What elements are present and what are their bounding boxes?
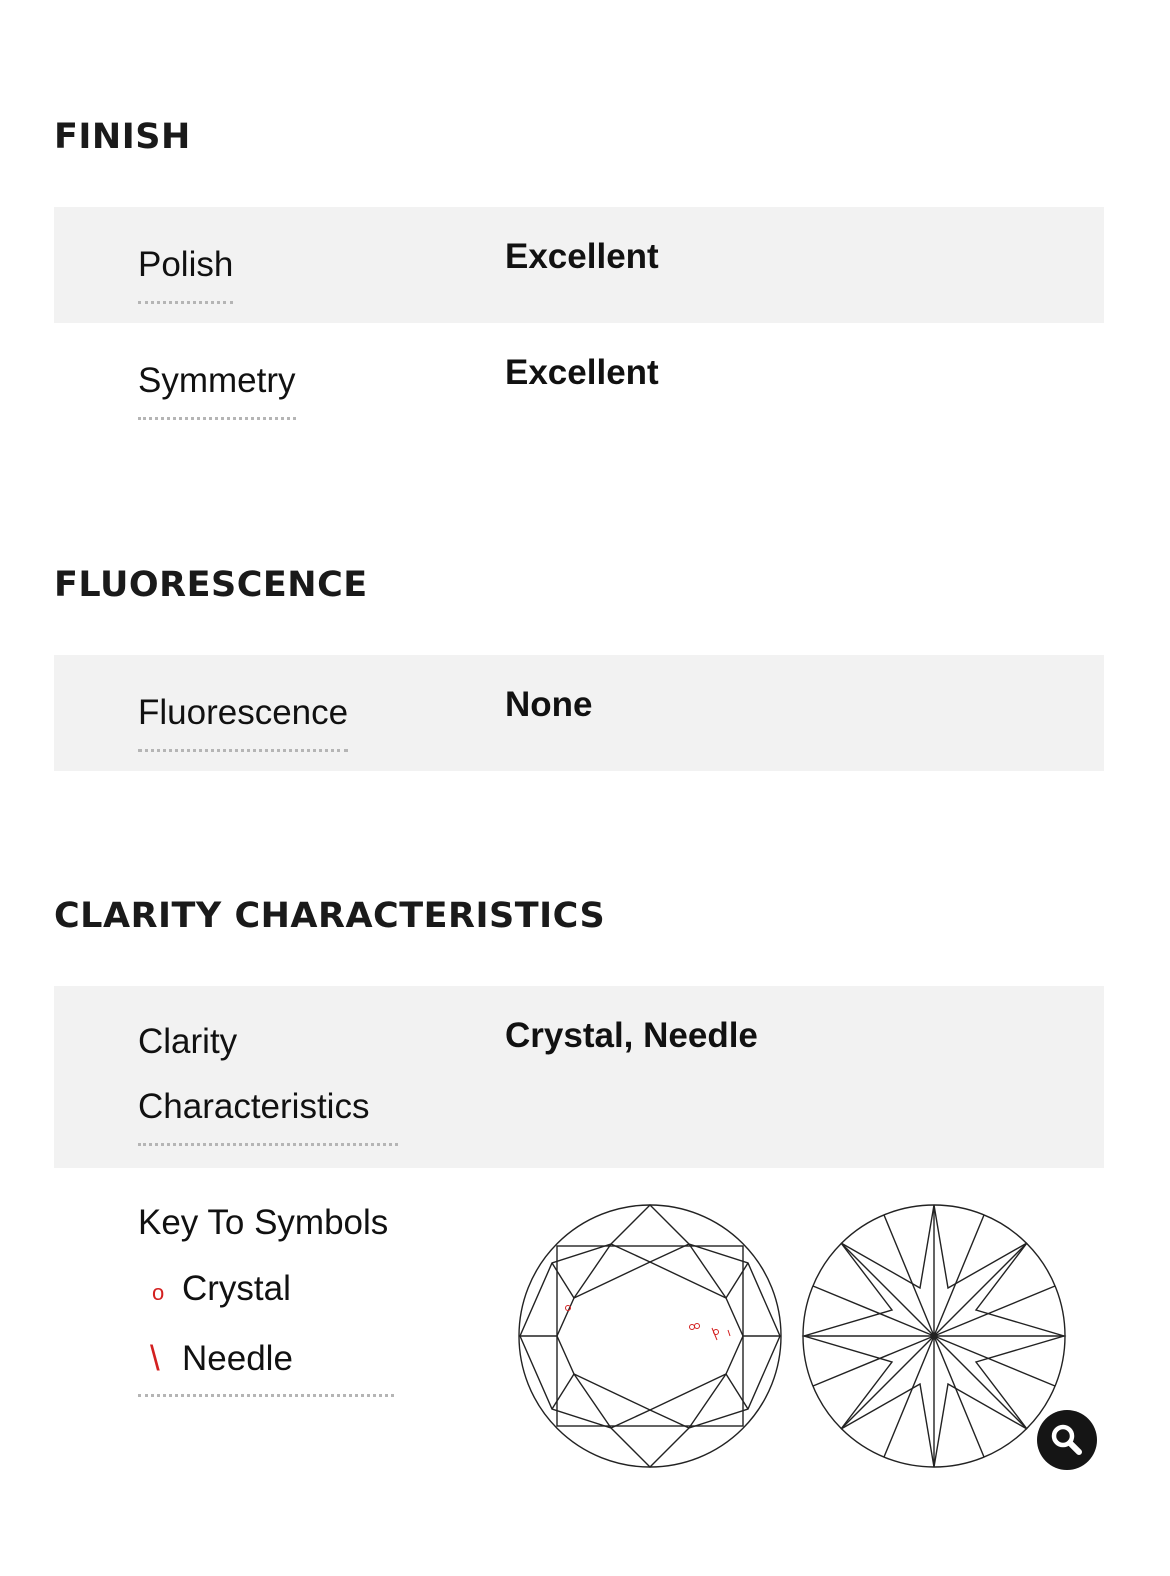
clarity-characteristics-value: Crystal, Needle (505, 1016, 758, 1055)
polish-value: Excellent (505, 237, 659, 276)
clarity-characteristics-row (54, 986, 1104, 1168)
needle-slash-icon: \ (150, 1339, 160, 1378)
pavilion-view-icon (803, 1205, 1065, 1467)
magnifier-icon (1037, 1410, 1097, 1470)
key-to-symbols[interactable] (138, 1190, 394, 1397)
clarity-label-line1: Clarity (138, 1022, 238, 1061)
symmetry-label[interactable]: Symmetry (138, 348, 296, 420)
fluorescence-label[interactable]: Fluorescence (138, 680, 348, 752)
key-item-needle (138, 1326, 394, 1392)
symmetry-row (54, 323, 1104, 439)
clarity-plot-diagram[interactable] (512, 1198, 1072, 1479)
zoom-button[interactable] (1037, 1410, 1097, 1470)
clarity-label-line2: Characteristics (138, 1087, 370, 1126)
key-item-crystal-label: Crystal (182, 1269, 291, 1308)
key-item-crystal (138, 1256, 394, 1326)
clarity-section-title: CLARITY CHARACTERISTICS (54, 896, 606, 936)
key-item-needle-label: Needle (182, 1339, 293, 1378)
fluorescence-value: None (505, 685, 593, 724)
polish-row (54, 207, 1104, 323)
symmetry-value: Excellent (505, 353, 659, 392)
fluorescence-row (54, 655, 1104, 771)
clarity-characteristics-label[interactable] (138, 1009, 398, 1146)
crown-view-icon (519, 1205, 781, 1467)
finish-section-title: FINISH (54, 117, 191, 157)
crystal-circle-icon: o (152, 1280, 165, 1305)
polish-label[interactable]: Polish (138, 232, 233, 304)
inclusion-marks (566, 1306, 731, 1341)
key-title: Key To Symbols (138, 1203, 389, 1242)
fluorescence-section-title: FLUORESCENCE (54, 565, 368, 605)
